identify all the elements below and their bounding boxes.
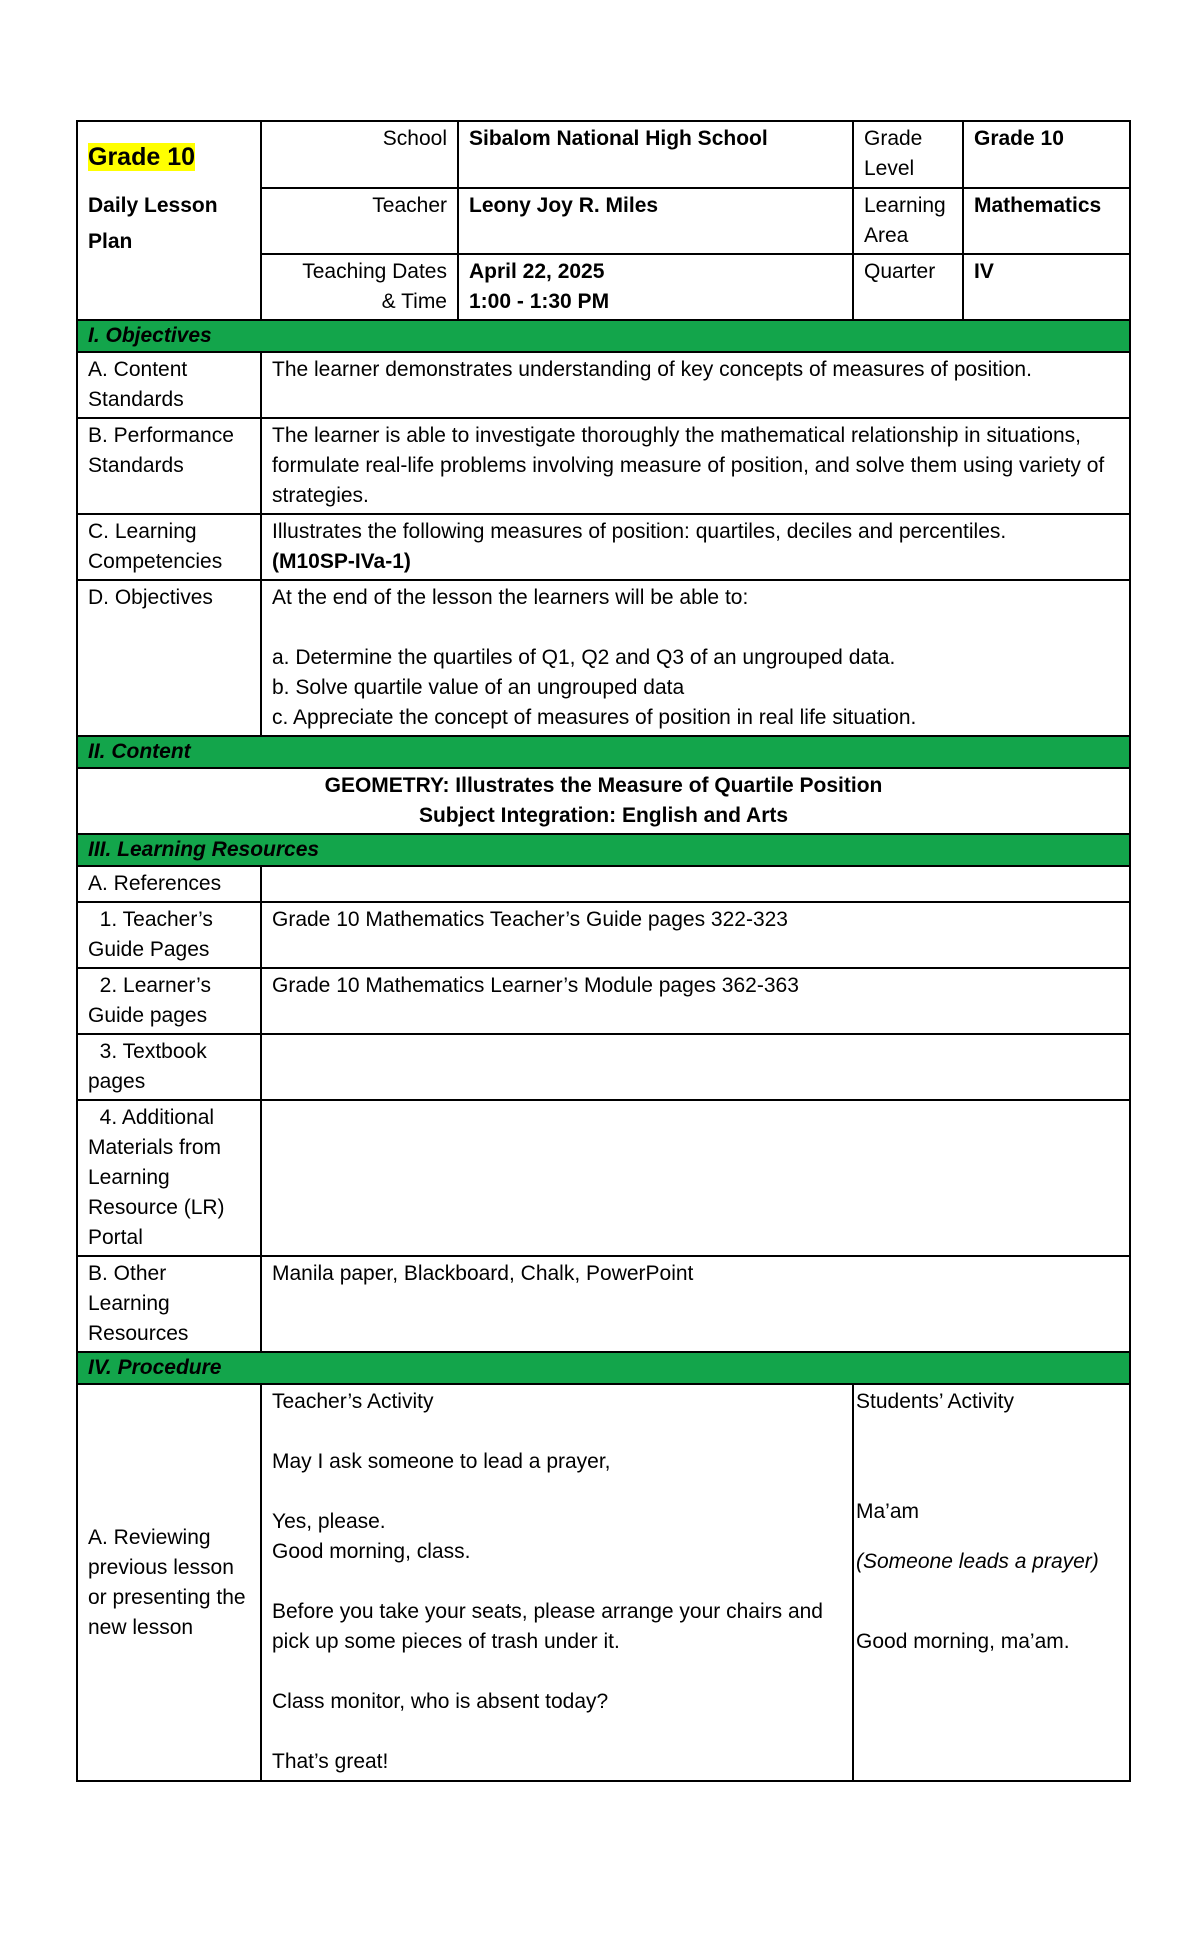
students-activity-header: Students’ Activity (856, 1390, 1014, 1413)
lesson-plan-table (76, 120, 1131, 1782)
date-value: April 22, 2025 (469, 260, 605, 283)
performance-standards-label: B. Performance Standards (77, 418, 261, 514)
dates-label-2: & Time (381, 290, 447, 313)
teacher-line-5: Class monitor, who is absent today? (272, 1690, 609, 1713)
other-resources-value: Manila paper, Blackboard, Chalk, PowerPoint (261, 1256, 1130, 1352)
grade-level-label (853, 121, 963, 188)
section-resources: III. Learning Resources (77, 834, 1130, 866)
content-line2: Subject Integration: English and Arts (418, 804, 789, 827)
dates-label (261, 254, 458, 320)
references-value (261, 866, 1130, 902)
time-value: 1:00 - 1:30 PM (469, 290, 610, 313)
lesson-plan-page (76, 120, 1129, 1782)
additional-materials-value (261, 1100, 1130, 1256)
section-content: II. Content (77, 736, 1130, 768)
quarter-label: Quarter (853, 254, 963, 320)
section-objectives: I. Objectives (77, 320, 1130, 352)
textbook-label: 3. Textbook pages (77, 1034, 261, 1100)
competencies-label: C. Learning Competencies (77, 514, 261, 580)
objective-a: a. Determine the quartiles of Q1, Q2 and Q3 of an ungrouped data. (272, 646, 896, 669)
learning-area-label (853, 188, 963, 254)
references-label: A. References (77, 866, 261, 902)
grade-level-label-1: Grade (864, 127, 923, 150)
plan-title-line2: Plan (88, 230, 133, 253)
dates-label-1: Teaching Dates (302, 260, 447, 283)
content-cell (77, 768, 1130, 834)
student-line-2: (Someone leads a prayer) (856, 1550, 1099, 1573)
learning-area-value: Mathematics (963, 188, 1130, 254)
grade-title: Grade 10 (88, 143, 196, 171)
plan-title-line1: Daily Lesson (88, 194, 218, 217)
school-label: School (261, 121, 458, 188)
content-line1: GEOMETRY: Illustrates the Measure of Quartile Position (324, 774, 883, 797)
date-time-value (458, 254, 853, 320)
student-line-3: Good morning, ma’am. (856, 1630, 1070, 1653)
competencies-value: Illustrates the following measures of position: quartiles, deciles and percentiles. (272, 520, 1007, 543)
additional-materials-label: 4. Additional Materials from Learning Resource (LR) Portal (77, 1100, 261, 1256)
learning-area-label-1: Learning (864, 194, 946, 217)
objectives-intro: At the end of the lesson the learners will be able to: (272, 586, 749, 609)
objectives-cell (261, 580, 1130, 736)
teacher-activity-header: Teacher’s Activity (272, 1390, 434, 1413)
teacher-activity-cell (261, 1384, 853, 1781)
title-cell (77, 121, 261, 320)
students-activity-cell (853, 1384, 1130, 1781)
quarter-value: IV (963, 254, 1130, 320)
teacher-value: Leony Joy R. Miles (458, 188, 853, 254)
teachers-guide-label: 1. Teacher’s Guide Pages (77, 902, 261, 968)
learners-guide-value: Grade 10 Mathematics Learner’s Module pages 362-363 (261, 968, 1130, 1034)
teacher-line-1: May I ask someone to lead a prayer, (272, 1450, 611, 1473)
teacher-line-2: Yes, please. (272, 1510, 386, 1533)
school-value: Sibalom National High School (458, 121, 853, 188)
teacher-line-6: That’s great! (272, 1750, 389, 1773)
learners-guide-label: 2. Learner’s Guide pages (77, 968, 261, 1034)
textbook-value (261, 1034, 1130, 1100)
teacher-line-4: Before you take your seats, please arrange your chairs and pick up some pieces of trash under it. (272, 1600, 823, 1653)
content-standards-label: A. Content Standards (77, 352, 261, 418)
competencies-code: (M10SP-IVa-1) (272, 550, 411, 573)
teacher-line-3: Good morning, class. (272, 1540, 471, 1563)
grade-level-value: Grade 10 (963, 121, 1130, 188)
objective-c: c. Appreciate the concept of measures of position in real life situation. (272, 706, 917, 729)
content-standards-value: The learner demonstrates understanding of key concepts of measures of position. (261, 352, 1130, 418)
student-line-1: Ma’am (856, 1500, 920, 1523)
performance-standards-value: The learner is able to investigate thoroughly the mathematical relationship in situations, formulate real-life problems involving measure of position, and solve them using variety of strategies. (261, 418, 1130, 514)
section-procedure: IV. Procedure (77, 1352, 1130, 1384)
other-resources-label: B. Other Learning Resources (77, 1256, 261, 1352)
objectives-label: D. Objectives (77, 580, 261, 736)
learning-area-label-2: Area (864, 224, 909, 247)
teachers-guide-value: Grade 10 Mathematics Teacher’s Guide pages 322-323 (261, 902, 1130, 968)
competencies-cell (261, 514, 1130, 580)
objective-b: b. Solve quartile value of an ungrouped data (272, 676, 685, 699)
step-a-label: A. Reviewing previous lesson or presenting the new lesson (77, 1384, 261, 1781)
grade-level-label-2: Level (864, 157, 915, 180)
teacher-label: Teacher (261, 188, 458, 254)
